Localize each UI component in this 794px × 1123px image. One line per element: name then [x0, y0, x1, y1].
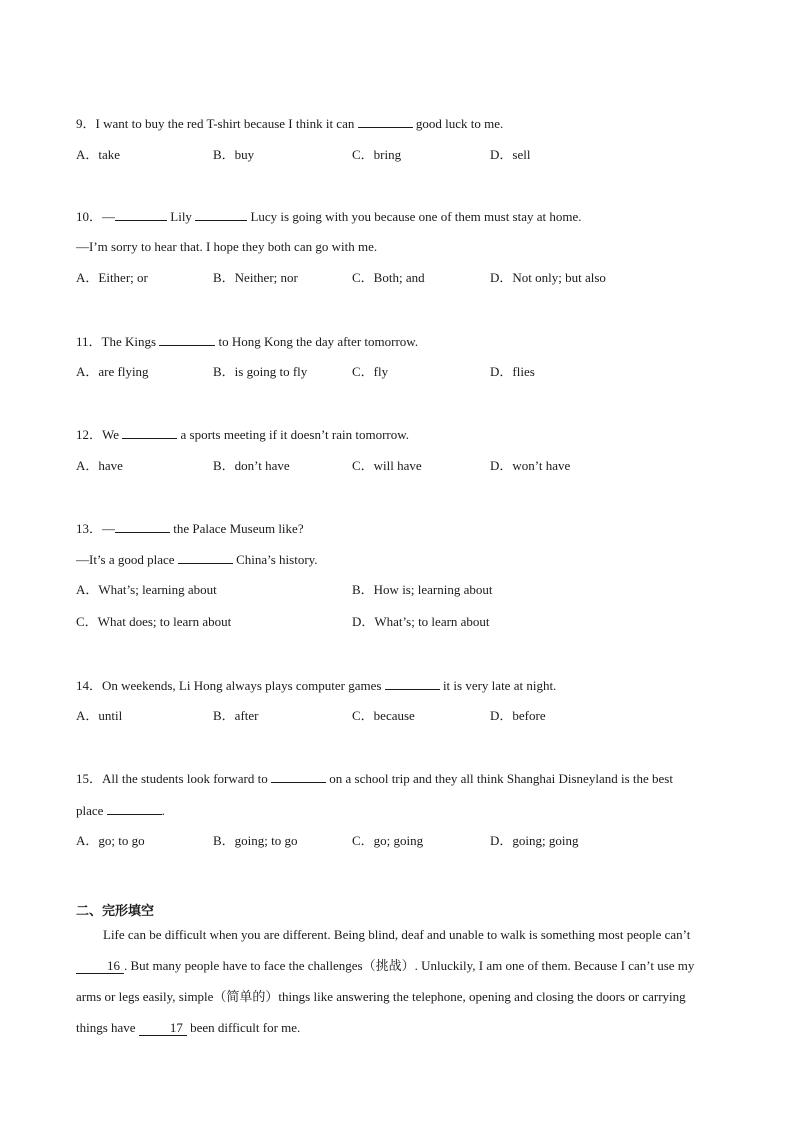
answer-blank[interactable]	[195, 208, 247, 221]
option-c[interactable]: C．fly	[352, 364, 389, 379]
option-c[interactable]: C．What does; to learn about	[76, 614, 232, 629]
option-a[interactable]: A．have	[76, 458, 123, 473]
passage-paragraph: Life can be difficult when you are different. Being blind, deaf and unable to walk is something most people can’t 16 . But many people have to face the challenges（挑战）. Unluckily, I am one of them. Because I can’t use my arms or legs easily, simple（简单的）things like answering the telephone, opening and closing the doors or carrying things have 17 been difficult for me.	[76, 927, 695, 1035]
option-a[interactable]: A．until	[76, 708, 123, 723]
option-a[interactable]: A．Either; or	[76, 270, 148, 285]
option-d[interactable]: D．What’s; to learn about	[352, 614, 490, 629]
answer-blank[interactable]	[159, 333, 215, 346]
question-stem-continued: place .	[76, 803, 165, 818]
option-a[interactable]: A．go; to go	[76, 833, 145, 848]
option-c[interactable]: C．will have	[352, 458, 422, 473]
question-stem: 11．The Kings to Hong Kong the day after tomorrow.	[76, 334, 419, 349]
question-stem: 9．I want to buy the red T-shirt because I think it can good luck to me.	[76, 116, 504, 131]
option-d[interactable]: D．sell	[490, 147, 531, 162]
option-d[interactable]: D．Not only; but also	[490, 270, 606, 285]
answer-blank[interactable]	[115, 208, 167, 221]
answer-blank[interactable]	[385, 677, 440, 690]
option-b[interactable]: B．after	[213, 708, 259, 723]
option-d[interactable]: D．going; going	[490, 833, 579, 848]
cloze-blank-17[interactable]: 17	[139, 1021, 187, 1036]
question-stem: 13．— the Palace Museum like?	[76, 521, 304, 536]
option-d[interactable]: D．won’t have	[490, 458, 571, 473]
option-d[interactable]: D．before	[490, 708, 546, 723]
section-title: 二、完形填空	[76, 904, 155, 919]
answer-blank[interactable]	[271, 770, 326, 783]
option-b[interactable]: B．going; to go	[213, 833, 298, 848]
option-c[interactable]: C．bring	[352, 147, 402, 162]
answer-blank[interactable]	[122, 426, 177, 439]
answer-blank[interactable]	[178, 551, 233, 564]
option-a[interactable]: A．What’s; learning about	[76, 582, 217, 597]
option-b[interactable]: B．don’t have	[213, 458, 290, 473]
option-c[interactable]: C．because	[352, 708, 415, 723]
option-a[interactable]: A．are flying	[76, 364, 149, 379]
question-reply: —I’m sorry to hear that. I hope they both can go with me.	[76, 239, 378, 254]
option-c[interactable]: C．Both; and	[352, 270, 425, 285]
question-stem: 14．On weekends, Li Hong always plays computer games it is very late at night.	[76, 678, 557, 693]
option-b[interactable]: B．buy	[213, 147, 255, 162]
question-stem: 15．All the students look forward to on a school trip and they all think Shanghai Disneyland is the best	[76, 771, 673, 786]
option-b[interactable]: B．is going to fly	[213, 364, 308, 379]
question-reply: —It’s a good place China’s history.	[76, 552, 318, 567]
option-a[interactable]: A．take	[76, 147, 121, 162]
question-stem: 10．— Lily Lucy is going with you because one of them must stay at home.	[76, 209, 582, 224]
answer-blank[interactable]	[358, 115, 413, 128]
option-b[interactable]: B．How is; learning about	[352, 582, 493, 597]
cloze-blank-16[interactable]: 16	[76, 959, 124, 974]
option-c[interactable]: C．go; going	[352, 833, 424, 848]
question-stem: 12．We a sports meeting if it doesn’t rain tomorrow.	[76, 427, 410, 442]
answer-blank[interactable]	[107, 802, 162, 815]
cloze-passage	[76, 919, 716, 1043]
option-d[interactable]: D．flies	[490, 364, 535, 379]
answer-blank[interactable]	[115, 520, 170, 533]
option-b[interactable]: B．Neither; nor	[213, 270, 298, 285]
